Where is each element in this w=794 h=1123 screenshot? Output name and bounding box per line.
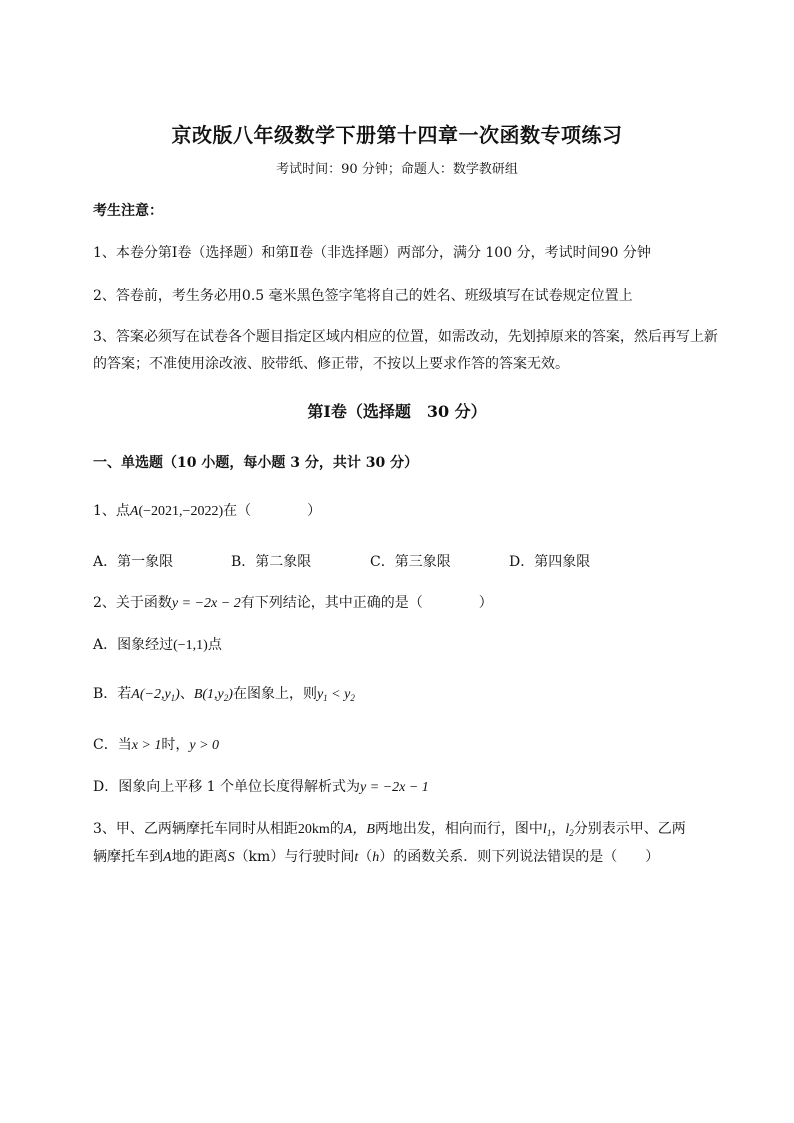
q3-distance: 20km — [297, 822, 330, 837]
part-heading: 一、单选题（10 小题，每小题 3 分，共计 30 分） — [93, 455, 419, 471]
q2-prefix: 2、关于函数 — [93, 595, 172, 611]
q2-option-c-result: y > 0 — [189, 738, 220, 753]
q2-option-b: B．若$A(-2,y_1)$、$B(1,y_2)$在图象上，则$y_1 < y_2$ — [93, 686, 355, 703]
q1-suffix: 在（ ） — [223, 503, 322, 519]
q2-option-a-point: (−1,1) — [173, 638, 208, 653]
question-2 — [93, 592, 493, 612]
question-3-line-1: 3、甲、乙两辆摩托车同时从相距20km的A，B两地出发，相向而行，图中$l_1$，$l_2$分别表示甲、乙两 — [93, 821, 686, 838]
q3-points: A，B — [343, 822, 375, 837]
q2-option-a: A．图象经过(−1,1)点 — [93, 637, 222, 653]
q3-l2: $l_2$ — [565, 822, 574, 838]
q3-l1: $l_1$ — [542, 822, 552, 838]
q1-point-label: A — [129, 504, 139, 519]
q1-option-c: C．第三象限 — [370, 554, 451, 570]
q1-option-a: A．第一象限 — [93, 554, 174, 570]
question-3-line-2: 辆摩托车到A地的距离S（km）与行驶时间t（h）的函数关系．则下列说法错误的是（ ） — [93, 849, 660, 865]
q1-option-b: B．第二象限 — [231, 554, 312, 570]
q1-prefix: 1、点 — [93, 503, 130, 519]
section-title: 第Ⅰ卷（选择题 30 分） — [307, 402, 487, 421]
q2-option-c: C．当x > 1时，y > 0 — [93, 737, 220, 753]
q2-option-b-point-b: $B(1,y_2)$ — [193, 687, 233, 703]
exam-info: 考试时间：90 分钟；命题人：数学教研组 — [276, 162, 518, 177]
notice-item-1: 1、本卷分第Ⅰ卷（选择题）和第Ⅱ卷（非选择题）两部分，满分 100 分，考试时间90 分钟 — [93, 245, 651, 261]
q2-function: y = −2x − 2 — [171, 596, 241, 611]
q3-s-var: S — [227, 850, 235, 865]
q1-coords: (−2021,−2022) — [138, 504, 224, 519]
q2-option-b-point-a: $A(-2,y_1)$ — [131, 687, 180, 703]
q1-option-d: D．第四象限 — [509, 554, 591, 570]
q3-t-var: t — [354, 850, 359, 865]
q2-suffix: 有下列结论，其中正确的是（ ） — [240, 595, 493, 611]
question-1 — [93, 500, 321, 520]
notice-item-2: 2、答卷前，考生务必用0.5 毫米黑色签字笔将自己的姓名、班级填写在试卷规定位置上 — [93, 288, 633, 304]
page-title: 京改版八年级数学下册第十四章一次函数专项练习 — [171, 123, 623, 147]
q2-option-b-inequality: $y_1 < y_2$ — [316, 687, 355, 703]
notice-item-3-line-1: 3、答案必须写在试卷各个题目指定区域内相应的位置，如需改动，先划掉原来的答案，然后再写上新 — [93, 329, 718, 345]
q2-option-d-function: y = −2x − 1 — [360, 780, 429, 795]
q2-option-c-condition: x > 1 — [131, 738, 162, 753]
notice-item-3-line-2: 的答案；不准使用涂改液、胶带纸、修正带，不按以上要求作答的答案无效。 — [93, 356, 569, 372]
notice-heading: 考生注意： — [93, 203, 163, 219]
q2-option-d: D．图象向上平移 1 个单位长度得解析式为y = −2x − 1 — [93, 779, 429, 795]
